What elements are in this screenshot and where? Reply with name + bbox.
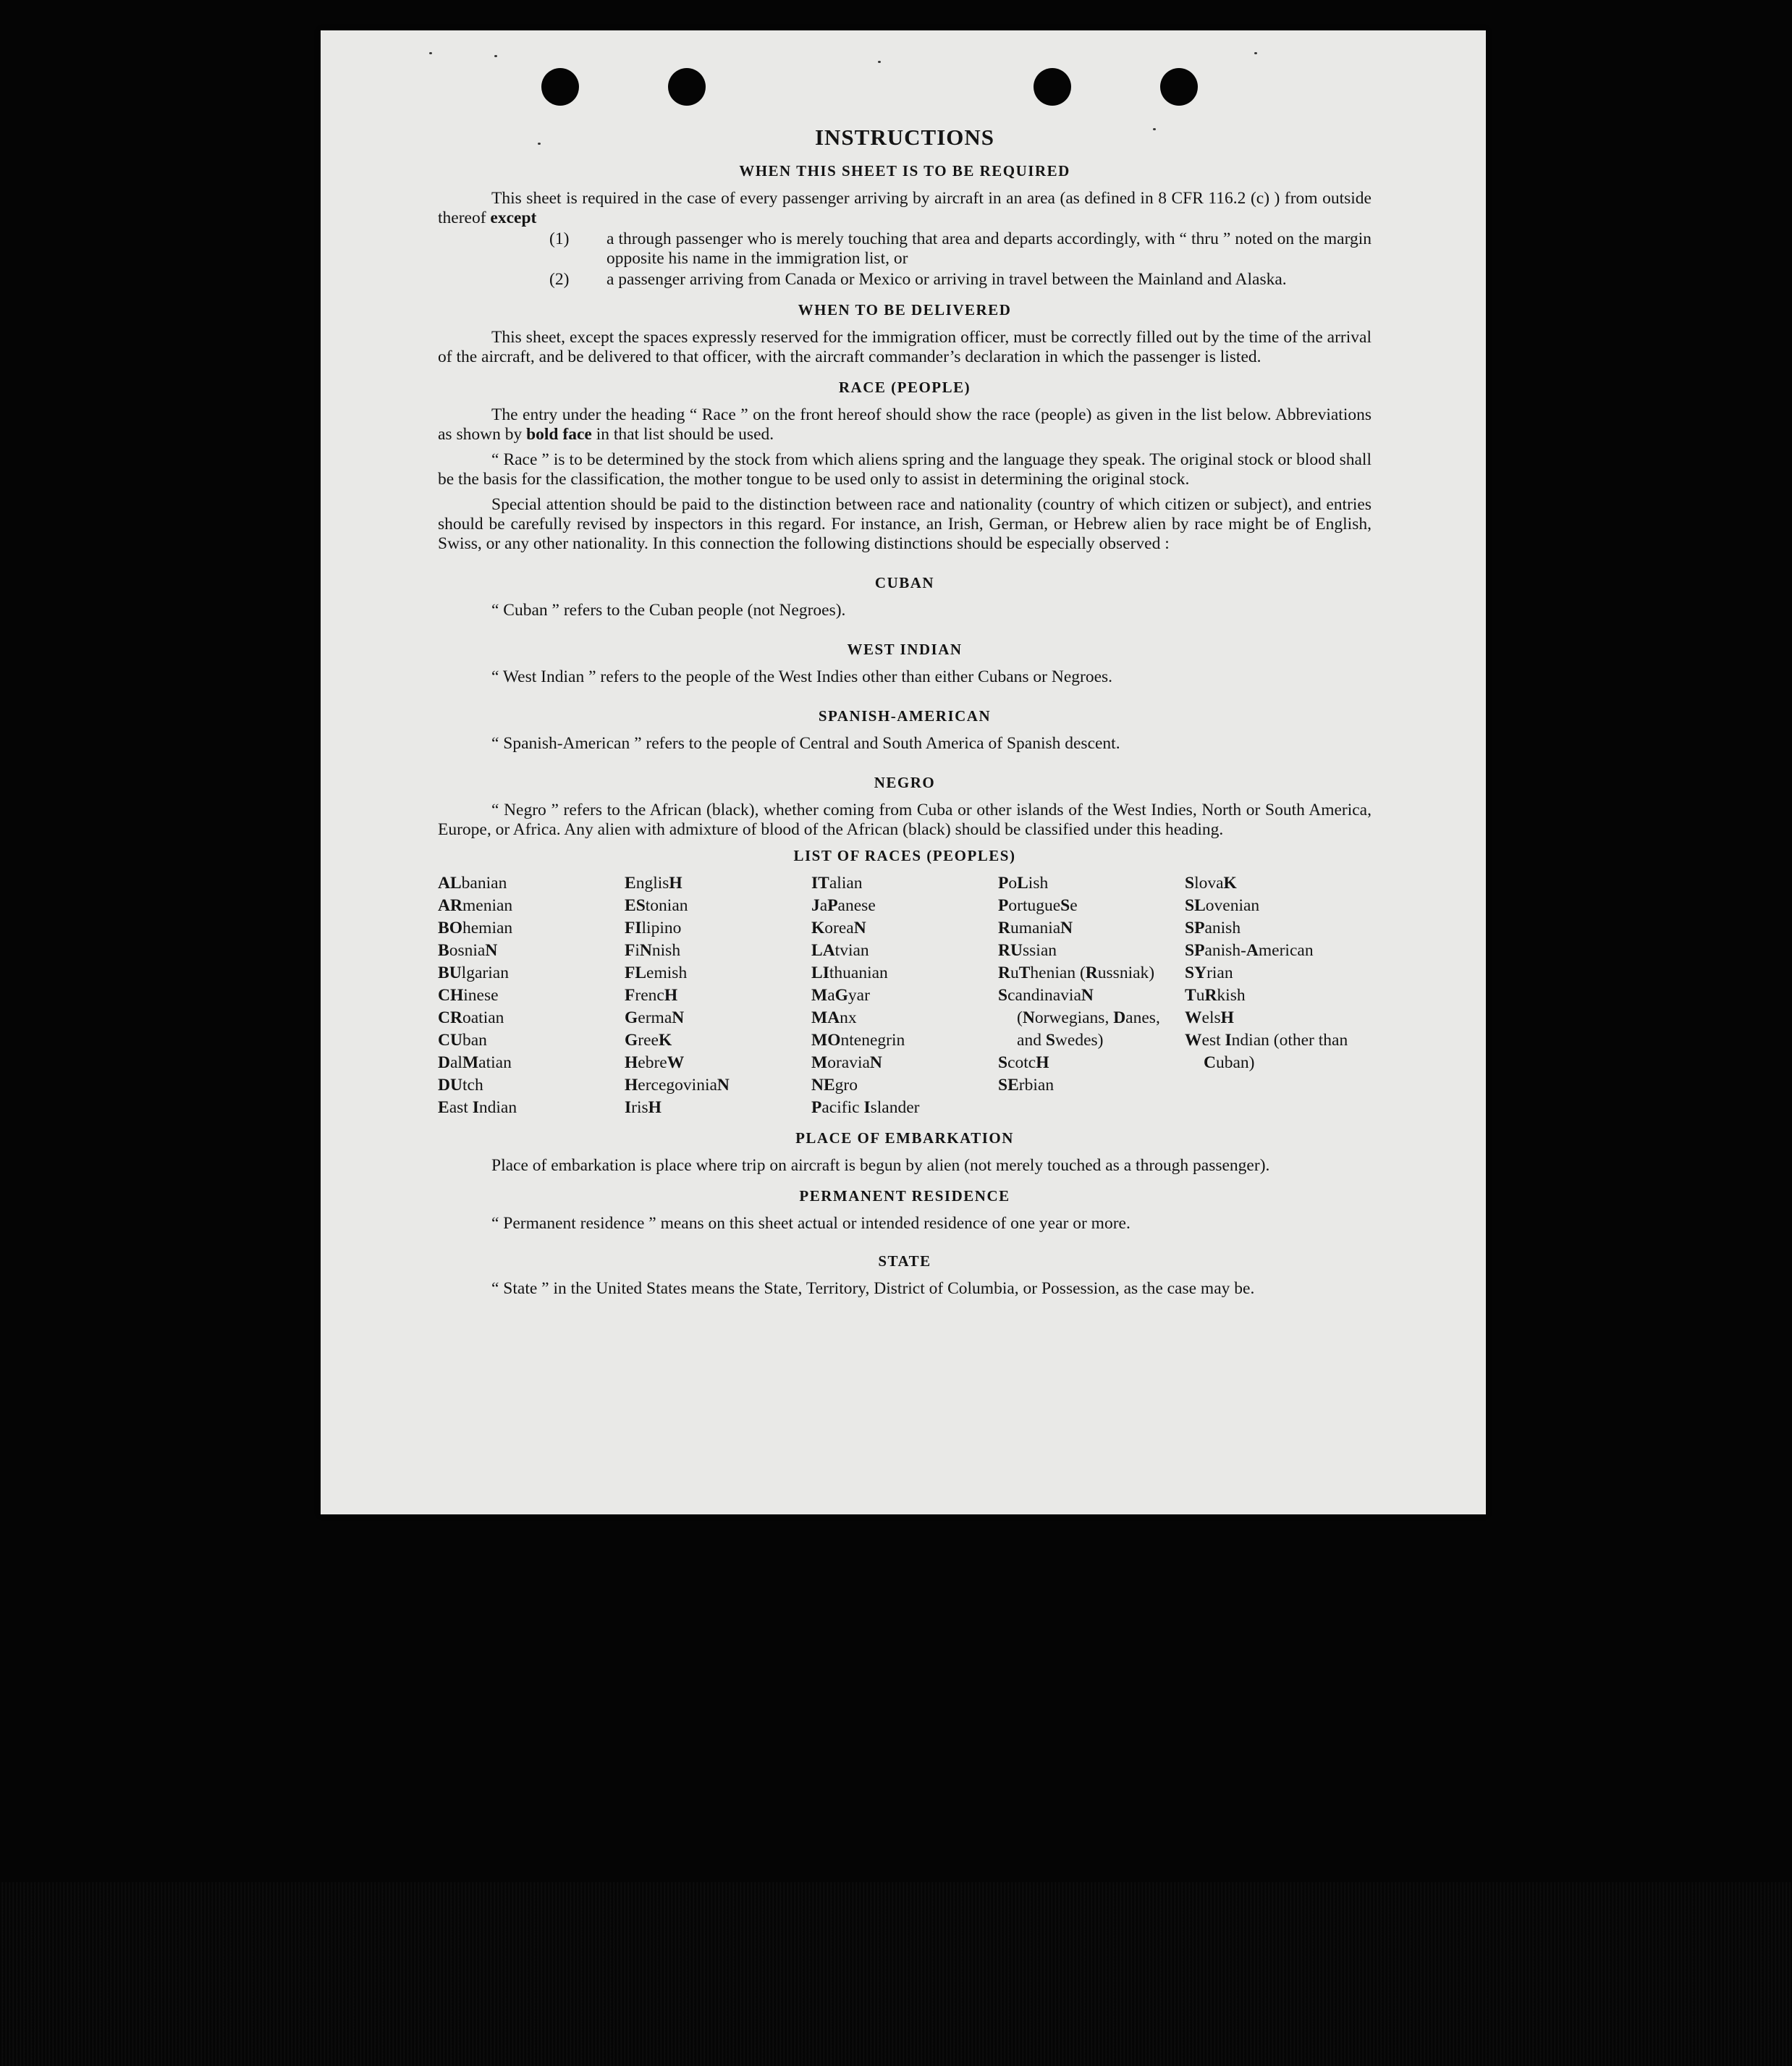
section-heading: PERMANENT RESIDENCE xyxy=(799,1187,1010,1205)
race-entry: WelsH xyxy=(1185,1008,1234,1027)
race-entry: SLovenian xyxy=(1185,896,1260,915)
section-heading: RACE (PEOPLE) xyxy=(838,379,971,396)
races-list xyxy=(438,872,1372,1119)
paragraph: “ Race ” is to be determined by the stock from which aliens spring and the language they speak. The original stock or blood shall be the basis for the classification, the mother tongue to be used only to assist in determining the original stock. xyxy=(438,450,1372,489)
race-entry: NEgro xyxy=(811,1076,858,1095)
section-heading: SPANISH-AMERICAN xyxy=(818,707,992,725)
item-number: (1) xyxy=(549,229,570,248)
paragraph xyxy=(438,405,1372,444)
race-entry: ITalian xyxy=(811,874,863,893)
section-heading: STATE xyxy=(878,1252,931,1270)
speck xyxy=(429,52,432,54)
race-entry: FrencH xyxy=(625,986,678,1005)
races-column xyxy=(811,872,998,1119)
race-entry: SPanish xyxy=(1185,919,1241,937)
paragraph: “ Negro ” refers to the African (black), whether coming from Cuba or other islands of the West Indies, North or South America, Europe, or Africa. Any alien with admixture of blood of the African (black) should be classified under this heading. xyxy=(438,801,1372,839)
bold-text: bold face xyxy=(526,425,592,444)
races-column xyxy=(998,872,1185,1119)
race-entry: EStonian xyxy=(625,896,688,915)
race-entry: West Indian (other than Cuban) xyxy=(1185,1031,1348,1072)
race-entry: LAtvian xyxy=(811,941,869,960)
race-entry: FIlipino xyxy=(625,919,682,937)
race-entry: DUtch xyxy=(438,1076,483,1095)
race-entry: SErbian xyxy=(998,1076,1055,1095)
paragraph: “ State ” in the United States means the State, Territory, District of Columbia, or Possession, as the case may be. xyxy=(491,1279,1255,1298)
paragraph: “ Spanish-American ” refers to the people of Central and South America of Spanish descent. xyxy=(491,734,1120,753)
race-entry: ARmenian xyxy=(438,896,513,915)
paragraph: Place of embarkation is place where trip on aircraft is begun by alien (not merely touched as a through passenger). xyxy=(491,1156,1270,1175)
speck xyxy=(1254,52,1257,54)
race-entry: MOntenegrin xyxy=(811,1031,905,1050)
race-entry: FiNnish xyxy=(625,941,681,960)
punch-hole xyxy=(668,68,706,106)
document-page xyxy=(321,30,1486,1514)
section-heading: NEGRO xyxy=(874,774,936,791)
race-entry: LIthuanian xyxy=(811,964,888,982)
item-number: (2) xyxy=(549,270,570,289)
race-entry: ScotcH xyxy=(998,1053,1049,1072)
paragraph xyxy=(438,189,1372,228)
paragraph-text: This sheet is required in the case of every passenger arriving by aircraft in an area (as defined in 8 CFR 116.2 (c) ) from outside thereof xyxy=(438,189,1372,227)
speck xyxy=(878,61,881,63)
speck xyxy=(494,55,497,57)
film-border xyxy=(0,1882,1792,2066)
race-entry: HercegoviniaN xyxy=(625,1076,730,1095)
race-entry: ALbanian xyxy=(438,874,507,893)
punch-hole xyxy=(541,68,579,106)
punch-hole xyxy=(1034,68,1071,106)
race-entry: CUban xyxy=(438,1031,487,1050)
paragraph: Special attention should be paid to the distinction between race and nationality (country of which citizen or subject), and entries should be carefully revised by inspectors in this regard. For instance, an Irish, German, or Hebrew alien by race might be of English, Swiss, or any other nationality. In this connection the following distinctions should be especially observed : xyxy=(438,495,1372,553)
list-item xyxy=(438,270,1372,290)
race-entry: KoreaN xyxy=(811,919,866,937)
race-entry: BOhemian xyxy=(438,919,513,937)
punch-hole xyxy=(1160,68,1198,106)
paragraph-text: The entry under the heading “ Race ” on the front hereof should show the race (people) as given in the list below. Abbreviations as shown by xyxy=(438,405,1372,444)
section-heading: WEST INDIAN xyxy=(847,641,963,658)
races-column xyxy=(1185,872,1372,1119)
paragraph: “ West Indian ” refers to the people of the West Indies other than either Cubans or Negroes. xyxy=(491,667,1113,686)
race-entry: IrisH xyxy=(625,1098,662,1117)
race-entry: BUlgarian xyxy=(438,964,509,982)
bold-text: except xyxy=(490,208,537,227)
paragraph: This sheet, except the spaces expressly reserved for the immigration officer, must be correctly filled out by the time of the arrival of the aircraft, and be delivered to that officer, with the aircraft commander’s declaration in which the passenger is listed. xyxy=(438,328,1372,366)
race-entry: MaGyar xyxy=(811,986,870,1005)
section-heading: PLACE OF EMBARKATION xyxy=(795,1129,1014,1147)
races-column xyxy=(625,872,811,1119)
item-text: a through passenger who is merely touching that area and departs accordingly, with “ thru ” noted on the margin opposite his name in the immigration list, or xyxy=(607,229,1372,268)
section-heading: CUBAN xyxy=(874,574,935,591)
paragraph-text: in that list should be used. xyxy=(596,425,774,444)
race-entry: RumaniaN xyxy=(998,919,1073,937)
race-entry: SYrian xyxy=(1185,964,1233,982)
race-entry: Pacific Islander xyxy=(811,1098,920,1117)
race-entry: East Indian xyxy=(438,1098,517,1117)
item-text: a passenger arriving from Canada or Mexico or arriving in travel between the Mainland and Alaska. xyxy=(607,270,1287,289)
race-entry: SPanish-American xyxy=(1185,941,1314,960)
race-entry: RUssian xyxy=(998,941,1057,960)
races-column xyxy=(438,872,625,1119)
race-entry: TuRkish xyxy=(1185,986,1246,1005)
race-entry: PoLish xyxy=(998,874,1049,893)
page-title: INSTRUCTIONS xyxy=(814,125,994,150)
race-entry: GermaN xyxy=(625,1008,685,1027)
section-heading: WHEN TO BE DELIVERED xyxy=(798,301,1012,319)
race-entry: EnglisH xyxy=(625,874,682,893)
race-entry: HebreW xyxy=(625,1053,685,1072)
race-entry: MAnx xyxy=(811,1008,857,1027)
paragraph: “ Cuban ” refers to the Cuban people (not Negroes). xyxy=(491,601,846,620)
race-entry: JaPanese xyxy=(811,896,876,915)
race-entry: GreeK xyxy=(625,1031,672,1050)
instructions-text xyxy=(438,125,1372,1299)
race-entry: RuThenian (Russniak) xyxy=(998,964,1155,982)
race-entry: FLemish xyxy=(625,964,688,982)
race-entry: SlovaK xyxy=(1185,874,1237,893)
race-entry: CHinese xyxy=(438,986,499,1005)
section-heading: WHEN THIS SHEET IS TO BE REQUIRED xyxy=(739,162,1070,180)
list-item xyxy=(438,229,1372,269)
paragraph: “ Permanent residence ” means on this sheet actual or intended residence of one year or more. xyxy=(491,1214,1130,1233)
race-entry: BosniaN xyxy=(438,941,498,960)
race-entry: PortugueSe xyxy=(998,896,1078,915)
section-heading: LIST OF RACES (PEOPLES) xyxy=(793,847,1016,864)
race-entry: DalMatian xyxy=(438,1053,512,1072)
race-entry: MoraviaN xyxy=(811,1053,882,1072)
race-entry: CRoatian xyxy=(438,1008,504,1027)
race-entry: ScandinaviaN (Norwegians, Danes, and Swedes) xyxy=(998,986,1160,1050)
